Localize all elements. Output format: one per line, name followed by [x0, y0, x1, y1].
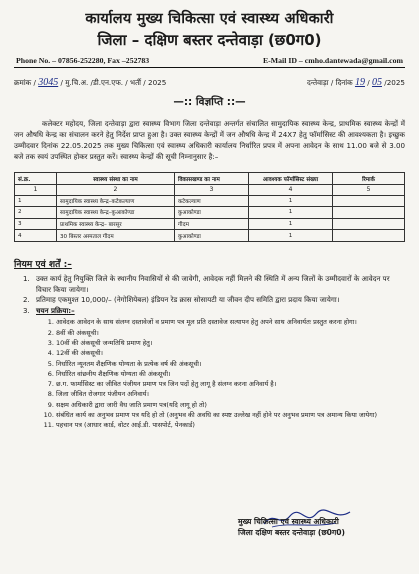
document-item: 10. संबंधित कार्य का अनुभव प्रमाण पत्र यदि हो तो (अनुभव की अवधि का स्पष्ट उल्लेख नहीं होने पर अनुभव प्रमाण पत्र अमान्य किया जायेगा) — [56, 410, 405, 420]
health-centre-table — [14, 172, 405, 242]
document-item: 7. छ.ग. फार्मासिस्ट का जीवित पंजीयन प्रमाण पत्र जिन पदों हेतु लागू है संलग्न करना अनिवार्य है। — [56, 379, 405, 389]
district-name: जिला – दक्षिण बस्तर दन्तेवाड़ा (छ0ग0) — [97, 31, 322, 49]
terms-list — [32, 274, 405, 431]
document-item: 2. 8वीं की अंकसूची। — [56, 328, 405, 338]
reference-number: क्रमांक / 3045 / मु.चि.अ. /डी.एन.एफ. / भर्ती / 2025 — [14, 77, 167, 88]
signatory-office: जिला दक्षिण बस्तर दन्तेवाड़ा (छ0ग0) — [238, 527, 345, 537]
contact-line — [14, 56, 405, 65]
term-item: 2. प्रतिमाह एकमुश्त 10,000/– (नेगोशियेबल) इंडियन रेड क्रास सोसायटी या जीवन दीप समिति द्वारा प्रदाय किया जायेगा। — [32, 295, 405, 306]
phone-fax: Phone No. – 07856-252280, Fax –252783 — [16, 56, 150, 65]
reference-date: दन्तेवाड़ा / दिनांक 19 / 05 /2025 — [306, 77, 405, 88]
col-header-block: विकासखण्ड का नाम — [175, 173, 249, 185]
notice-title: —:: विज्ञप्ति ::— — [173, 96, 246, 108]
selection-title: चयन प्रक्रिया:– — [36, 305, 75, 315]
document-list — [56, 317, 405, 430]
intro-paragraph: कलेक्टर महोदय, जिला दन्तेवाड़ा द्वारा स्वास्थ्य विभाग जिला दन्तेवाड़ा अन्तर्गत संचालित सामुदायिक स्वास्थ्य केन्द्र, प्राथमिक स्वास्थ्य केन्द्रों में जन औषधि केन्द्र का संचालन करने हेतु निर्देश प्राप्त हुआ है। उक्त स्वास्थ्य केन्द्रों में जन औषधि केन्द्र में 24X7 हेतु फॉर्मासिस्ट की आवश्यकता है। इच्छुक उम्मीदवार दिनांक 22.05.2025 तक मुख्य चिकित्सा एवं स्वास्थ्य अधिकारी कार्यालय निर्धारित प्रपत्र में अपना आवेदन के साथ 11.00 बजे से 3.00 बजे तक स्वयं उपस्थित होकर प्रस्तुत करें। स्वास्थ्य केन्द्रों की सूची निम्नानुसार है:– — [14, 119, 405, 162]
handwritten-month: 05 — [371, 77, 382, 88]
signature-block — [238, 517, 345, 538]
document-item: 1. आवेदक आवेदन के साथ संलग्न दस्तावेजों व प्रमाण पत्र मूल प्रति दस्तावेज सत्यापन हेतु अपने साथ अनिवार्यतः प्रस्तुत करना होगा। — [56, 317, 405, 327]
col-header-institution: स्वास्थ्य संस्था का नाम — [57, 173, 175, 185]
col-header-serial: सं.क्र. — [15, 173, 57, 185]
table-row: 4 30 बिस्तर अस्पताल गीदम कुआकोण्डा 1 — [15, 230, 405, 242]
handwritten-number: 3045 — [38, 77, 59, 88]
signatory-title: मुख्य चिकित्सा एवं स्वास्थ्य अधिकारी — [238, 517, 339, 526]
col-header-remark: रिमार्क — [333, 173, 405, 185]
document-item: 8. जिला जीवित रोजगार पंजीयन अनिवार्य। — [56, 389, 405, 399]
email-address: E-Mail ID – cmho.dantewada@gmail.com — [262, 56, 403, 65]
col-header-required: आवश्यक फॉर्मासिस्ट संख्या — [249, 173, 333, 185]
document-item: 3. 10वीं की अंकसूची जन्मतिथि प्रमाण हेतु। — [56, 338, 405, 348]
term-item: 1. उक्त कार्य हेतु नियुक्ति जिले के स्थानीय निवासियों से की जावेगी, आवेदक नहीं मिलने की स्थिति में अन्य जिलों के उम्मीदवारों के आवेदन पर विचार किया जायेगा। — [32, 274, 405, 295]
document-item: 4. 12वीं की अंकसूची। — [56, 348, 405, 358]
document-item: 5. निर्धारित न्यूनतम शैक्षणिक योग्यता के प्रत्येक वर्ष की अंकसूची। — [56, 359, 405, 369]
header-divider — [14, 67, 405, 68]
selection-process — [32, 306, 405, 431]
table-row: 3 प्राथमिक स्वास्थ्य केन्द्र– बारसूर गीदम 1 — [15, 218, 405, 230]
table-row: 2 सामुदायिक स्वास्थ्य केन्द्र–कुआकोण्डा कुआकोण्डा 1 — [15, 207, 405, 219]
document-item: 11. पहचान पत्र (आधार कार्ड, वोटर आई.डी. पासपोर्ट, पेनकार्ड) — [56, 420, 405, 430]
table-index-row: 1 2 3 4 5 — [15, 184, 405, 195]
table-row: 1 सामुदायिक स्वास्थ्य केन्द्र–कटेकल्याण कटेकल्याण 1 — [15, 195, 405, 207]
handwritten-day: 19 — [354, 77, 365, 88]
document-item: 9. सक्षम अधिकारी द्वारा जारी वैध जाति प्रमाण पत्र(यदि लागू हो तो) — [56, 400, 405, 410]
terms-title: नियम एवं शर्तें :– — [14, 258, 72, 270]
office-name: कार्यालय मुख्य चिकित्सा एवं स्वास्थ्य अधिकारी — [85, 11, 334, 27]
table-header-row — [15, 173, 405, 185]
reference-line — [14, 77, 405, 88]
document-item: 6. निर्धारित वांछनीय शैक्षणिक योग्यता की अंकसूची। — [56, 369, 405, 379]
